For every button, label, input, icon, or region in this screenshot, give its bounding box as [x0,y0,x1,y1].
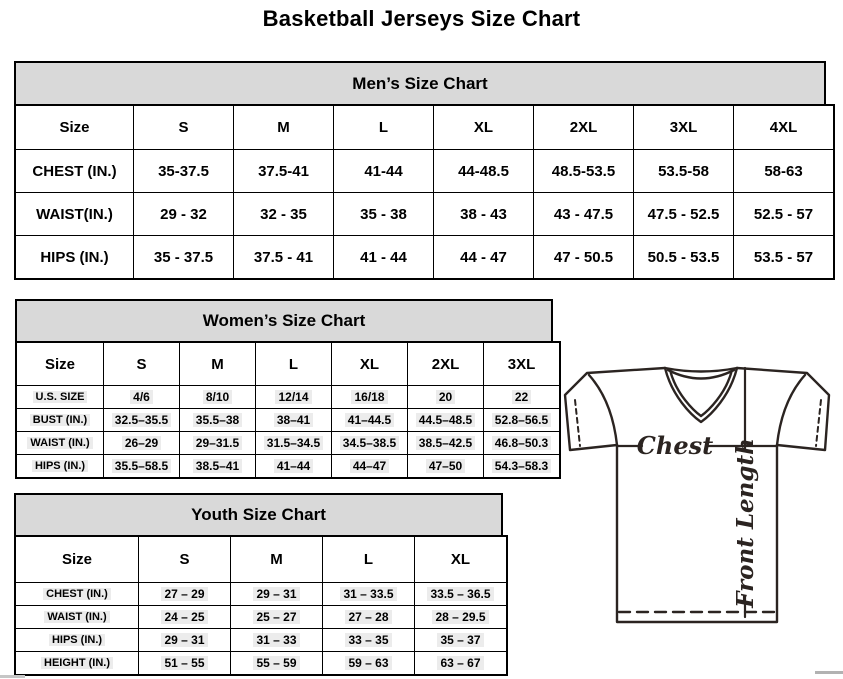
size-header-cell: M [234,105,334,150]
size-value-cell: 38 - 43 [434,193,534,236]
measurement-row [15,606,507,629]
measurement-row [16,455,560,479]
size-column-header: Size [16,342,104,386]
size-value-cell: 35 - 37.5 [134,236,234,280]
size-value-cell: 32 - 35 [234,193,334,236]
size-header-cell: 4XL [734,105,835,150]
size-column-header: Size [15,105,134,150]
front-length-label: Front Length [732,438,759,608]
size-value-cell: 53.5-58 [634,150,734,193]
size-header-cell: M [180,342,256,386]
size-value-cell: 44 - 47 [434,236,534,280]
size-value-cell: 35-37.5 [134,150,234,193]
size-value-cell: 27 – 29 [139,583,231,606]
measurement-row-label: WAIST (IN.) [15,606,139,629]
size-value-cell: 50.5 - 53.5 [634,236,734,280]
size-value-cell: 29–31.5 [180,432,256,455]
size-value-cell: 47.5 - 52.5 [634,193,734,236]
youth-size-chart-section [14,493,503,676]
measurement-row-label: WAIST (IN.) [16,432,104,455]
size-value-cell: 44-48.5 [434,150,534,193]
size-value-cell: 58-63 [734,150,835,193]
mens-chart-caption: Men’s Size Chart [14,61,826,104]
size-header-cell: XL [415,536,508,583]
measurement-row-label: CHEST (IN.) [15,150,134,193]
size-value-cell: 47 - 50.5 [534,236,634,280]
size-value-cell: 27 – 28 [323,606,415,629]
size-value-cell: 41-44 [334,150,434,193]
scrollbar-artifact-left [0,675,25,678]
size-value-cell: 52.8–56.5 [484,409,561,432]
size-value-cell: 47–50 [408,455,484,479]
size-value-cell: 32.5–35.5 [104,409,180,432]
size-value-cell: 25 – 27 [231,606,323,629]
measurement-row-label: HIPS (IN.) [15,629,139,652]
size-value-cell: 29 - 32 [134,193,234,236]
youth-chart-caption: Youth Size Chart [14,493,503,535]
size-value-cell: 41 - 44 [334,236,434,280]
jersey-right-sleeve [737,368,829,450]
size-value-cell: 38–41 [256,409,332,432]
size-header-cell: S [134,105,234,150]
size-value-cell: 55 – 59 [231,652,323,676]
size-value-cell: 41–44 [256,455,332,479]
size-value-cell: 33.5 – 36.5 [415,583,508,606]
size-header-cell: L [256,342,332,386]
size-value-cell: 44–47 [332,455,408,479]
womens-size-chart-section [15,299,553,479]
size-value-cell: 35 - 38 [334,193,434,236]
size-value-cell: 37.5 - 41 [234,236,334,280]
chest-label: Chest [636,431,714,460]
size-header-cell: 3XL [484,342,561,386]
scrollbar-artifact-right [815,671,843,674]
page-title: Basketball Jerseys Size Chart [262,6,581,31]
size-value-cell: 44.5–48.5 [408,409,484,432]
size-value-cell: 46.8–50.3 [484,432,561,455]
size-value-cell: 31 – 33 [231,629,323,652]
size-value-cell: 28 – 29.5 [415,606,508,629]
size-value-cell: 24 – 25 [139,606,231,629]
measurement-row [15,583,507,606]
measurement-row-label: WAIST(IN.) [15,193,134,236]
mens-size-table [14,104,835,280]
jersey-right-seam [777,375,805,445]
measurement-row-label: HIPS (IN.) [16,455,104,479]
jersey-left-seam [589,375,617,445]
measurement-row-label: HEIGHT (IN.) [15,652,139,676]
size-value-cell: 20 [408,386,484,409]
jersey-right-cuff-dashed-line [816,400,821,446]
measurement-row [16,386,560,409]
jersey-measurement-diagram [556,356,842,626]
size-header-cell: 2XL [534,105,634,150]
jersey-collar-back-edge [665,368,737,372]
measurement-row-label: U.S. SIZE [16,386,104,409]
size-value-cell: 34.5–38.5 [332,432,408,455]
size-header-cell: XL [332,342,408,386]
jersey-vneck-outer [665,368,737,422]
size-value-cell: 38.5–41 [180,455,256,479]
size-value-cell: 43 - 47.5 [534,193,634,236]
measurement-row [15,652,507,676]
size-header-cell: S [139,536,231,583]
youth-size-table [14,535,508,676]
measurement-row [15,236,834,280]
size-header-row [15,105,834,150]
measurement-row-label: HIPS (IN.) [15,236,134,280]
size-value-cell: 59 – 63 [323,652,415,676]
jersey-vneck-inner [670,370,732,416]
size-header-cell: M [231,536,323,583]
womens-size-table [15,341,561,479]
size-column-header: Size [15,536,139,583]
size-value-cell: 31.5–34.5 [256,432,332,455]
size-value-cell: 35.5–38 [180,409,256,432]
size-value-cell: 53.5 - 57 [734,236,835,280]
measurement-row [16,409,560,432]
measurement-row [15,193,834,236]
size-value-cell: 29 – 31 [139,629,231,652]
size-value-cell: 8/10 [180,386,256,409]
size-value-cell: 37.5-41 [234,150,334,193]
size-value-cell: 63 – 67 [415,652,508,676]
size-value-cell: 29 – 31 [231,583,323,606]
measurement-row [15,150,834,193]
size-header-cell: L [323,536,415,583]
size-value-cell: 54.3–58.3 [484,455,561,479]
size-header-cell: 3XL [634,105,734,150]
size-header-cell: 2XL [408,342,484,386]
size-value-cell: 35 – 37 [415,629,508,652]
measurement-row [15,629,507,652]
measurement-row [16,432,560,455]
measurement-row-label: CHEST (IN.) [15,583,139,606]
size-value-cell: 31 – 33.5 [323,583,415,606]
size-value-cell: 33 – 35 [323,629,415,652]
size-value-cell: 22 [484,386,561,409]
mens-size-chart-section [14,61,826,280]
size-value-cell: 26–29 [104,432,180,455]
jersey-left-cuff-dashed-line [575,400,580,446]
size-value-cell: 16/18 [332,386,408,409]
womens-chart-caption: Women’s Size Chart [15,299,553,341]
measurement-row-label: BUST (IN.) [16,409,104,432]
size-value-cell: 48.5-53.5 [534,150,634,193]
size-value-cell: 38.5–42.5 [408,432,484,455]
size-header-row [15,536,507,583]
size-value-cell: 12/14 [256,386,332,409]
size-value-cell: 51 – 55 [139,652,231,676]
size-value-cell: 35.5–58.5 [104,455,180,479]
size-value-cell: 41–44.5 [332,409,408,432]
size-value-cell: 52.5 - 57 [734,193,835,236]
size-header-cell: XL [434,105,534,150]
size-value-cell: 4/6 [104,386,180,409]
size-header-cell: S [104,342,180,386]
size-header-cell: L [334,105,434,150]
size-header-row [16,342,560,386]
